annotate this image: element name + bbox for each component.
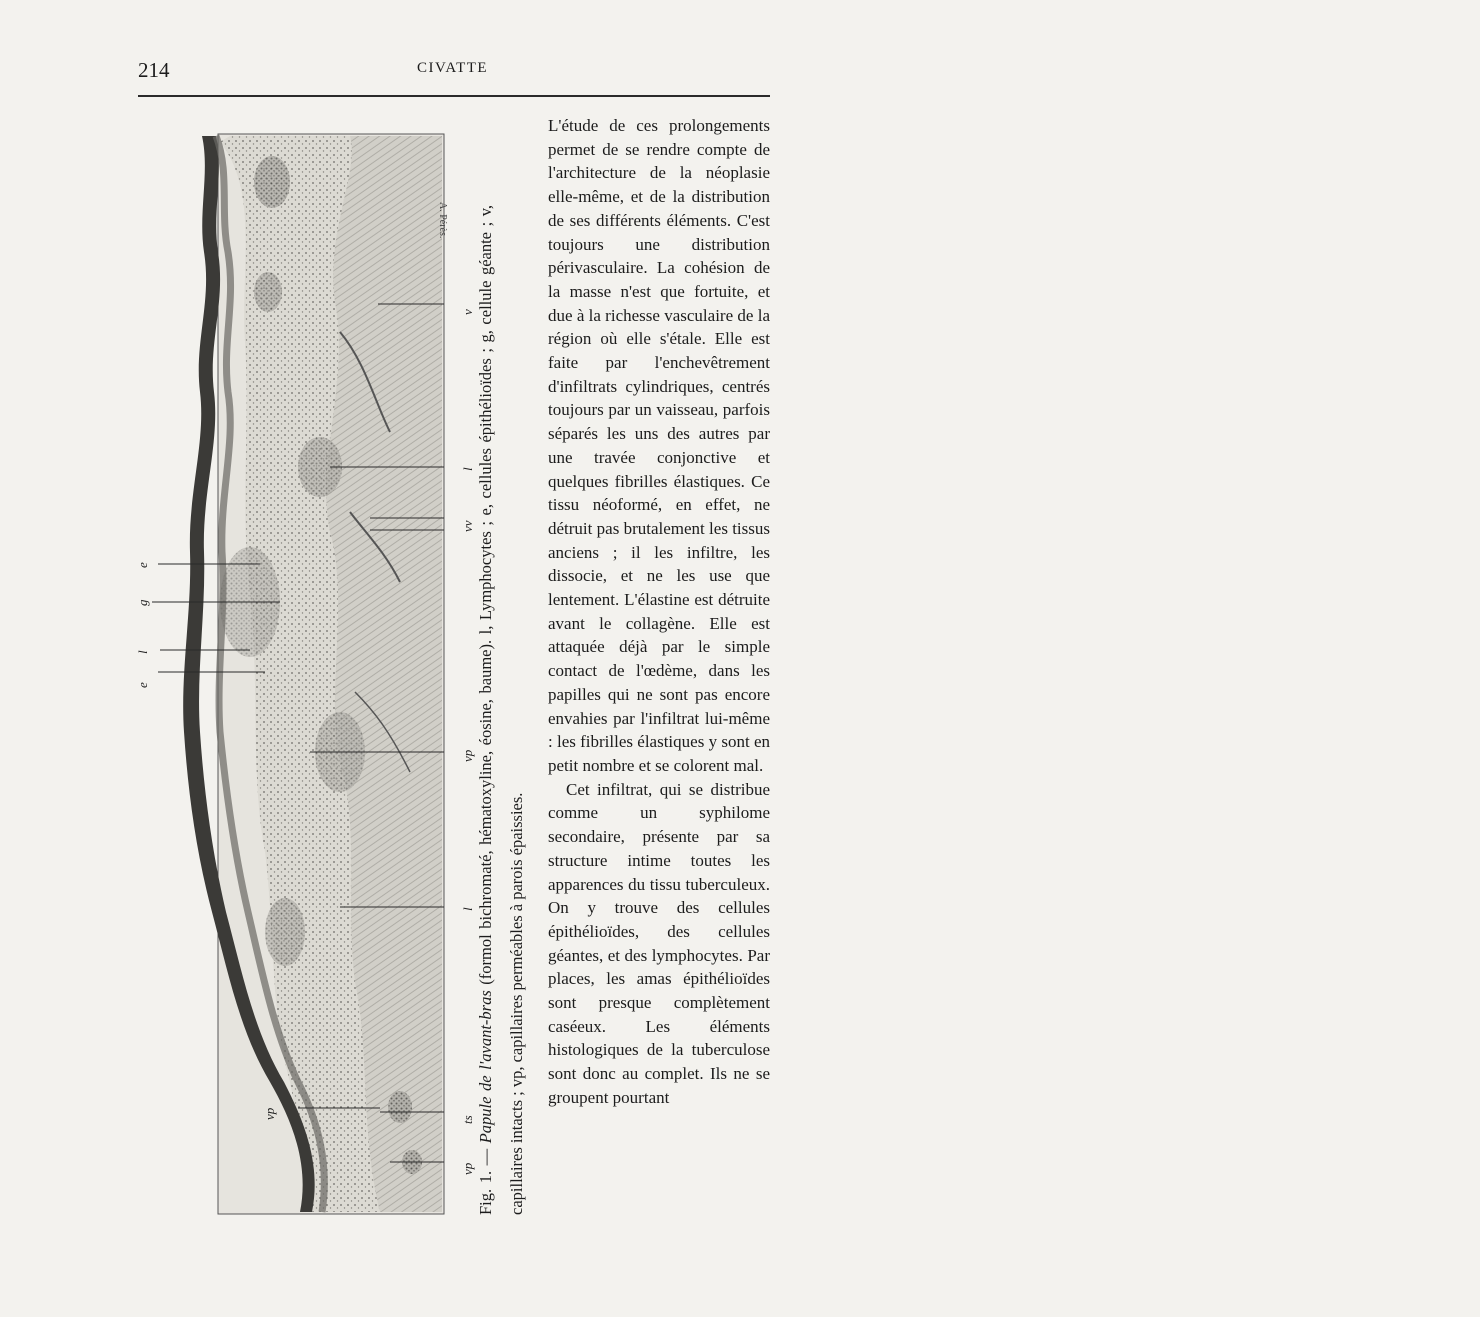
- caption-text: (formol bichromaté, hématoxyline, éosine, baume). l, Lymphocytes ; e, cellules épithélioïdes ; g, cellule géante ; v, capillaires intacts ; vp, capillaires perméables à parois épaissies.: [476, 204, 526, 1215]
- label-l2: l: [460, 907, 475, 911]
- label-l1: l: [460, 467, 475, 471]
- label-vv: vv: [460, 520, 475, 532]
- label-vp1: vp: [460, 749, 475, 762]
- label-e: e: [135, 562, 150, 568]
- page-number: 214: [138, 58, 170, 82]
- engraver-signature: A. Pérès.: [437, 202, 448, 239]
- nodule: [254, 156, 290, 208]
- label-ts: ts: [460, 1115, 475, 1124]
- paragraph-2: Cet infiltrat, qui se distribue comme un syphilome secondaire, présente par sa structure intime toutes les apparences du tissu tuberculeux. On y trouve des cellules épithélioïdes, des cellules géantes, et des lymphocytes. Par places, les amas épithélioïdes sont presque complètement caséeux. Les éléments histologiques de la tuberculose sont donc au complet. Ils ne se groupent pourtant: [548, 779, 770, 1107]
- label-e2: e: [135, 682, 150, 688]
- paragraph-1: L'étude de ces prolongements permet de se rendre compte de l'architecture de la néoplasie elle-même, et de la distribution de ses différents éléments. C'est toujours une distribution périvasculaire. La cohésion de la masse n'est que fortuite, et due à la richesse vasculaire de la région où elle s'étale. Elle est faite par l'enchevêtrement d'infiltrats cylindriques, centrés toujours par un vaisseau, parfois séparés les uns des autres par une travée conjonctive et quelques fibrilles élastiques. Ce tissu néoformé, en effet, ne détruit pas brutalement les tissus anciens ; il les infiltre, les dissocie, et ne les use que lentement. L'élastine est détruite avant le collagène. Elle est attaquée déjà par le simple contact de l'œdème, dans les papilles qui ne sont pas encore envahies par l'infiltrat lui-même : les fibrilles élastiques y sont en petit nombre et se colorent mal.: [548, 116, 770, 775]
- nodule: [388, 1091, 412, 1123]
- running-title: CIVATTE: [417, 60, 489, 76]
- label-g: g: [135, 599, 150, 606]
- label-vp: vp: [262, 1107, 277, 1120]
- caption-title: Papule de l'avant-bras: [476, 990, 495, 1144]
- caption-figure-number: Fig. 1. —: [476, 1148, 495, 1215]
- label-l: l: [135, 650, 150, 654]
- nodule: [254, 272, 282, 312]
- nodule: [265, 898, 305, 966]
- body-text: [548, 114, 770, 1110]
- label-vp2: vp: [460, 1162, 475, 1175]
- histology-figure: [135, 132, 475, 1216]
- header-rule: [138, 95, 770, 97]
- label-v: v: [460, 309, 475, 315]
